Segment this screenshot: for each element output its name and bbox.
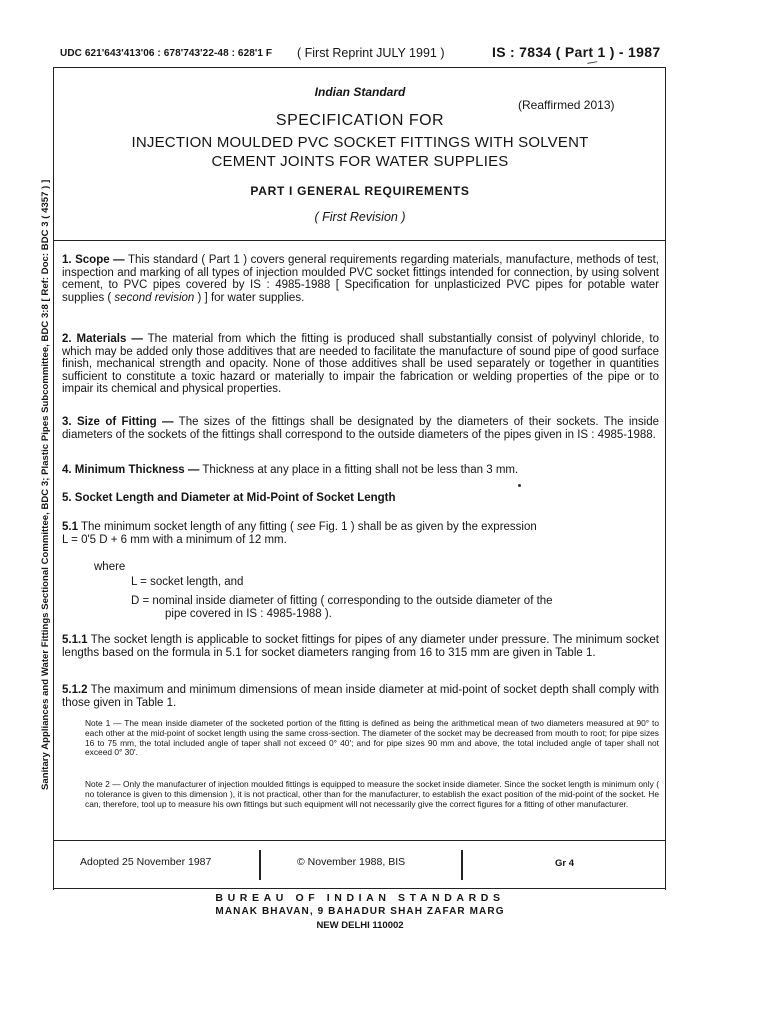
section-heading: 5. Socket Length and Diameter at Mid-Point of Socket Length (62, 492, 396, 504)
frame-left-rule (53, 67, 54, 890)
footer-top-rule (53, 840, 666, 841)
definition-d: D = nominal inside diameter of fitting ( corresponding to the outside diameter of the pipe covered in IS : 4985-1988 ). (131, 595, 553, 620)
committee-side-text: Sanitary Appliances and Water Fittings Sectional Committee, BDC 3; Plastic Pipes Subcommittee, BDC 3:8 [ Ref: Doc: BDC 3 ( 4357 ) ] (40, 179, 51, 790)
standard-number: IS : 7834 ( Part 1 ) - 1987 (492, 44, 661, 60)
frame-top-rule (53, 67, 666, 68)
note-2: Note 2 — Only the manufacturer of injection moulded fittings is equipped to measure the socket inside diameter. Since the socket length is minimum only ( no tolerance is given to this dimension ), it is not practical, other than for the manufacturer, to establish the exact position of the mid-point of the socket. He can, therefore, tool up to measure his own fittings but such equipment will not necessarily give the correct figures for a fitting of other manufacturer. (85, 779, 659, 809)
document-title-line: CEMENT JOINTS FOR WATER SUPPLIES (211, 153, 509, 170)
document-title-spec: SPECIFICATION FOR (275, 112, 445, 129)
revision-note: ( First Revision ) (314, 210, 406, 224)
footer-divider (259, 850, 261, 880)
section-heading: 4. Minimum Thickness — (62, 464, 200, 476)
section-heading: 1. Scope — (62, 254, 125, 266)
udc-classification: UDC 621'643'413'06 : 678'743'22-48 : 628'1 F (60, 48, 273, 59)
speck (518, 484, 521, 487)
document-title-line: INJECTION MOULDED PVC SOCKET FITTINGS WITH SOLVENT (131, 134, 589, 151)
copyright-note: © November 1988, BIS (297, 856, 406, 868)
materials-paragraph: 2. Materials — The material from which the fitting is produced shall substantially consist of polyvinyl chloride, to which may be added only those additives that are needed to facilitate the manufacture of sound pipe of good surface finish, mechanical strength and opacity. None of those additives shall be used separately or together in quantities sufficient to constitute a toxic hazard or materially to impair the fabrication or welding properties of the pipe or to impair its chemical and physical properties. (62, 333, 659, 396)
clause-5-1: 5.1 The minimum socket length of any fitting ( see Fig. 1 ) shall be as given by the expression L = 0'5 D + 6 mm with a minimum of 12 mm. (62, 521, 537, 546)
publisher-address: MANAK BHAVAN, 9 BAHADUR SHAH ZAFAR MARG (215, 906, 505, 917)
part-heading: PART I GENERAL REQUIREMENTS (250, 184, 470, 198)
note-1: Note 1 — The mean inside diameter of the socketed portion of the fitting is defined as being the arithmetical mean of two diameters measured at 90° to each other at the mid-point of socket length using the same cross-section. The diameter of the socket may be decreased from mouth to root; for pipe sizes 16 to 75 mm, the total included angle of taper shall not exceed 0° 40'; and for pipe sizes 90 mm and above, the total included angle of taper shall not exceed 0° 30'. (85, 718, 659, 758)
formula: L = 0'5 D + 6 mm with a minimum of 12 mm. (62, 533, 287, 546)
reprint-note: ( First Reprint JULY 1991 ) (297, 46, 445, 60)
where-label: where (94, 561, 126, 573)
publisher-city: NEW DELHI 110002 (316, 920, 404, 931)
publisher-name: BUREAU OF INDIAN STANDARDS (215, 892, 505, 904)
scope-paragraph: 1. Scope — This standard ( Part 1 ) covers general requirements regarding materials, manufacture, methods of test, inspection and marking of all types of injection moulded PVC socket fittings intended for connection, by using solvent cement, to PVC pipes covered by IS : 4985-1988 [ Specification for unplasticized PVC pipes for potable water supplies ( second revision ) ] for water supplies. (62, 254, 659, 304)
clause-5-1-1: 5.1.1 The socket length is applicable to socket fittings for pipes of any diameter under pressure. The minimum socket lengths based on the formula in 5.1 for socket diameters ranging from 16 to 315 mm are given in Table 1. (62, 634, 659, 659)
section-heading: 2. Materials — (62, 333, 143, 345)
reaffirmed-note: (Reaffirmed 2013) (518, 98, 615, 112)
frame-bottom-rule (53, 888, 666, 889)
footer-divider (461, 850, 463, 880)
price-group: Gr 4 (555, 858, 575, 869)
thickness-paragraph: 4. Minimum Thickness — Thickness at any place in a fitting shall not be less than 3 mm. (62, 464, 519, 476)
standard-label: Indian Standard (314, 85, 406, 99)
definition-l: L = socket length, and (131, 576, 244, 588)
frame-right-rule (665, 67, 666, 890)
clause-5-1-2: 5.1.2 The maximum and minimum dimensions of mean inside diameter at mid-point of socket depth shall comply with those given in Table 1. (62, 684, 659, 709)
adopted-date: Adopted 25 November 1987 (80, 856, 212, 868)
size-paragraph: 3. Size of Fitting — The sizes of the fittings shall be designated by the diameters of their sockets. The inside diameters of the sockets of the fittings shall correspond to the outside diameters of the pipes given in IS : 4985-1988. (62, 416, 659, 441)
section-heading: 3. Size of Fitting — (62, 416, 174, 428)
title-divider (53, 240, 666, 241)
